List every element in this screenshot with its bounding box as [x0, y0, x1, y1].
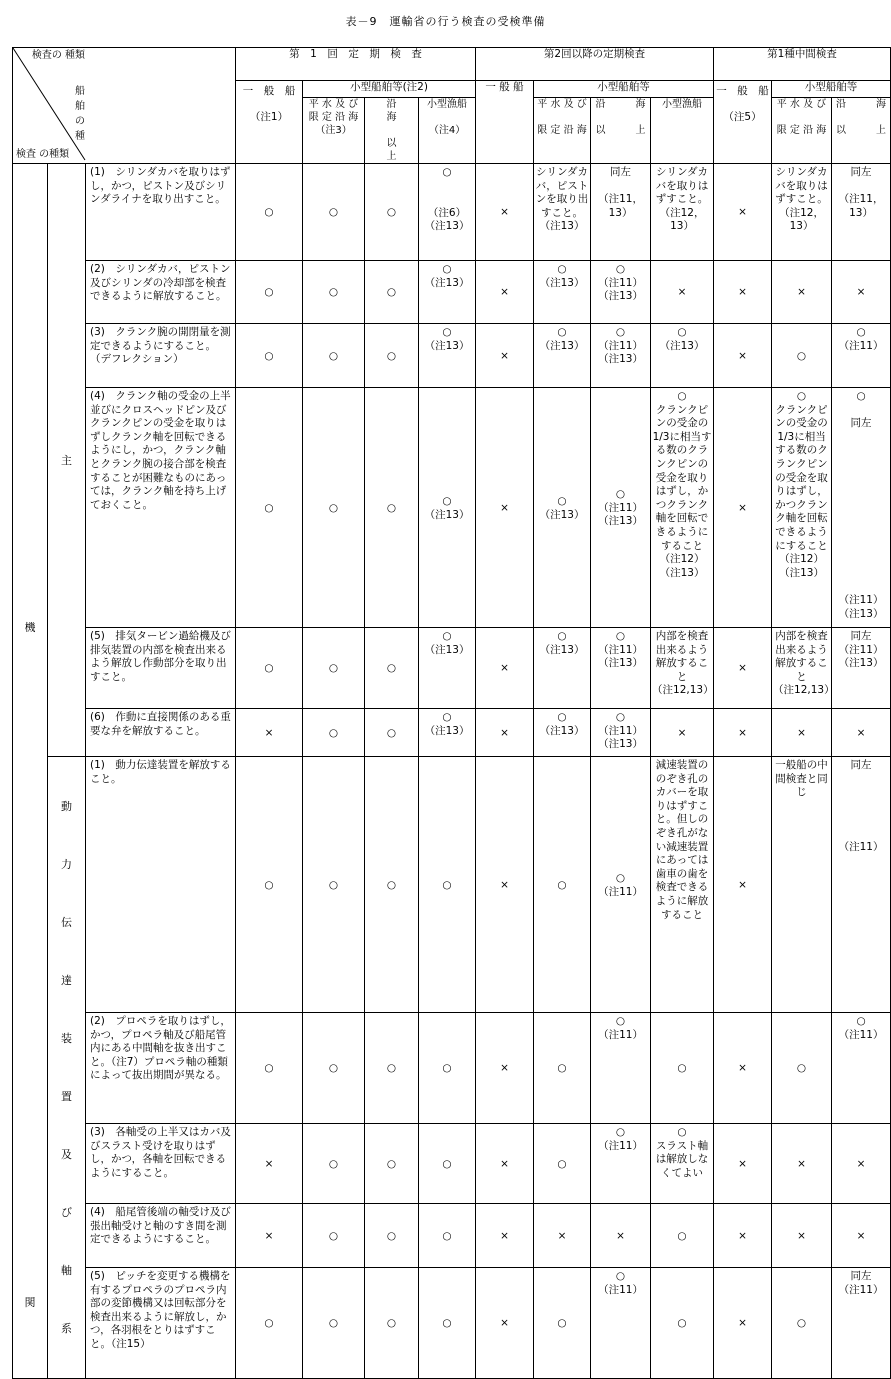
mark-cell	[303, 1124, 365, 1204]
mark-cell	[303, 628, 365, 709]
inspection-preparation-table	[12, 47, 891, 1379]
mark-value: ○	[328, 662, 339, 675]
mark-value: ○	[386, 1062, 397, 1075]
mark-cell	[534, 1268, 591, 1379]
mark-cell	[365, 709, 419, 757]
mark-value: 同左 （注11） （注13）	[838, 630, 884, 670]
mark-cell	[772, 1013, 832, 1124]
g1-general-ship: 一 般 船 （注1）	[236, 81, 303, 164]
mark-value: ×	[738, 349, 747, 362]
item-description: (4) クランク軸の受金の上半並びにクロスヘッドピン及びクランクピンの受金を取りはずしクランク軸を回転できるようにし，かつ，クランク軸とクランク腕の接合部を検査することが困難なものにあっては，クランク軸を持ち上げておくこと。	[86, 388, 236, 628]
mark-value: ×	[264, 1229, 274, 1242]
mark-cell	[365, 164, 419, 261]
mark-cell	[365, 628, 419, 709]
mark-cell	[236, 164, 303, 261]
mark-value: ○	[442, 878, 452, 891]
header-second-periodic-label: 第2回以降の定期検査	[543, 48, 646, 60]
item-description: (1) シリンダカバを取りはずし，かつ，ピストン及びシリンダライナを取り出すこと。	[86, 164, 236, 261]
mark-cell	[419, 1268, 476, 1379]
mark-value: 同左 （注11，13）	[598, 166, 643, 219]
mark-value: ○	[442, 1062, 452, 1075]
mark-value: ○	[796, 349, 807, 362]
mark-value: ○ （注13）	[539, 711, 585, 737]
mark-value: ×	[500, 1062, 509, 1075]
mark-value: ○ （注11） （注13）	[598, 263, 643, 303]
mark-cell	[534, 261, 591, 324]
mark-cell	[534, 1204, 591, 1268]
mark-value: ○	[796, 1317, 807, 1330]
mark-cell	[419, 1013, 476, 1124]
mark-value: ×	[738, 662, 747, 675]
mark-value: ○ （注13）	[424, 630, 470, 656]
corner-diagonal-line	[13, 48, 236, 161]
mark-cell	[419, 164, 476, 261]
mark-value: ○	[328, 349, 339, 362]
mark-cell	[476, 1268, 534, 1379]
mark-cell	[651, 757, 714, 1013]
mark-value: ○	[677, 1317, 687, 1330]
mark-cell	[591, 1013, 651, 1124]
table-row	[13, 1013, 891, 1124]
page-title: 表－9 運輸省の行う検査の受検準備	[345, 15, 546, 28]
item-description: (2) プロペラを取りはずし，かつ，プロペラ軸及び船尾管内にある中間軸を抜き出すこと。（注7）プロペラ軸の種類によって抜出期間が異なる。	[86, 1013, 236, 1124]
mark-value: 内部を検査出来るよう解放すること （注12,13）	[773, 630, 835, 697]
g3-coastal-above: 沿 海 以 上	[832, 98, 891, 164]
mark-cell	[714, 324, 772, 388]
mark-cell	[236, 388, 303, 628]
mark-cell	[651, 709, 714, 757]
mark-value: ○ クランクピンの受金の1/3に相当する数のクランクピンの受金を取りはずし，かつクランク軸を回転できるようにすること （注12） （注13）	[775, 390, 828, 579]
g2-small-fishing: 小型漁船	[651, 98, 714, 164]
mark-value: ×	[500, 1157, 509, 1170]
mark-cell	[714, 628, 772, 709]
mark-value: ○	[264, 286, 274, 299]
mark-cell	[476, 164, 534, 261]
mark-cell	[419, 757, 476, 1013]
mark-value: ○	[328, 286, 339, 299]
mark-value: ○	[264, 878, 274, 891]
mark-value: ○ （注11） （注13）	[598, 711, 643, 751]
table-row	[13, 709, 891, 757]
mark-value: ○ （注13）	[424, 263, 470, 289]
mark-cell	[714, 164, 772, 261]
mark-value: ○ （注13）	[424, 326, 470, 352]
mark-value: ○ スラスト軸は解放しなくてよい	[655, 1126, 709, 1179]
mark-value: ○	[386, 1157, 397, 1170]
mark-cell	[365, 1013, 419, 1124]
mark-value: ○ （注6） （注13）	[424, 166, 470, 233]
mark-cell	[534, 164, 591, 261]
mark-value: ○	[264, 349, 274, 362]
mark-cell	[476, 261, 534, 324]
mark-value: ○	[442, 1317, 452, 1330]
mark-cell	[236, 261, 303, 324]
mark-value: ○	[328, 1229, 339, 1242]
mark-value: ○	[796, 1062, 807, 1075]
mark-value: ×	[738, 1317, 747, 1330]
mark-value: ○	[557, 1062, 567, 1075]
engine-label-top: 機	[24, 621, 36, 634]
mark-cell	[534, 757, 591, 1013]
g3-smooth-limited: 平 水 及 び 限 定 沿 海	[772, 98, 832, 164]
mark-cell	[365, 261, 419, 324]
mark-cell	[714, 1124, 772, 1204]
mark-value: ○	[386, 1229, 397, 1242]
mark-cell	[591, 261, 651, 324]
mark-value: ×	[738, 501, 747, 514]
mark-cell	[236, 1124, 303, 1204]
mark-value: ○ （注11） （注13）	[598, 630, 643, 670]
mark-value: ○	[386, 726, 397, 739]
mark-cell	[832, 628, 891, 709]
g1-coastal-above: 沿 海 以 上	[365, 98, 419, 164]
mark-value: 同左 （注11）	[838, 1270, 884, 1296]
mark-value: ×	[500, 286, 509, 299]
mark-cell	[832, 261, 891, 324]
mark-cell	[714, 1268, 772, 1379]
mark-cell	[303, 709, 365, 757]
mark-value: ×	[500, 1317, 509, 1330]
mark-value: ×	[738, 726, 747, 739]
table-row	[13, 757, 891, 1013]
mark-value: シリンダカバを取りはずすこと。 （注12，13）	[655, 166, 709, 233]
mark-value: ○	[328, 726, 339, 739]
mark-cell	[236, 1204, 303, 1268]
item-description: (3) 各軸受の上半又はカバ及びスラスト受けを取りはずし，かつ，各軸を回転できるようにすること。	[86, 1124, 236, 1204]
mark-value: ○ （注11） （注13）	[598, 488, 643, 528]
mark-value: ○	[677, 1229, 687, 1242]
mark-cell	[832, 1124, 891, 1204]
mark-cell	[714, 388, 772, 628]
mark-cell	[365, 388, 419, 628]
table-row	[13, 628, 891, 709]
table-row	[13, 261, 891, 324]
mark-value: ○	[442, 1157, 452, 1170]
mark-value: ○	[328, 206, 339, 219]
mark-value: ○	[328, 1062, 339, 1075]
mark-cell	[772, 1268, 832, 1379]
mark-value: ○ （注13）	[539, 263, 585, 289]
engine-label-bottom: 関	[24, 1296, 36, 1309]
mark-value: ×	[500, 726, 509, 739]
mark-cell	[419, 261, 476, 324]
mark-value: ×	[500, 878, 509, 891]
mark-value: ○ （注13）	[659, 326, 705, 352]
g1-small-ships: 小型船舶等(注2)	[303, 81, 476, 98]
mark-value: ○	[264, 1062, 274, 1075]
mark-cell	[236, 1268, 303, 1379]
mark-value: ○ （注11）	[838, 1015, 884, 1041]
mark-cell	[534, 1124, 591, 1204]
mark-value: シリンダカバを取りはずすこと。 （注12，13）	[775, 166, 828, 233]
mark-cell	[534, 388, 591, 628]
mark-value: ○	[328, 501, 339, 514]
mark-cell	[772, 261, 832, 324]
mark-cell	[651, 261, 714, 324]
mark-cell	[772, 1124, 832, 1204]
mark-value: ×	[677, 726, 687, 739]
table-row	[13, 388, 891, 628]
mark-cell	[591, 1124, 651, 1204]
header-intermediate	[714, 48, 891, 81]
mark-cell	[365, 1124, 419, 1204]
mark-value: ○	[386, 878, 397, 891]
mark-cell	[772, 388, 832, 628]
drive-shafting-label	[48, 757, 86, 1379]
item-description: (5) ピッチを変更する機構を有するプロペラのプロペラ内部の変節機構又は回転部分を検査出来るように解放し，かつ，各羽根をとりはずすこと。（注15）	[86, 1268, 236, 1379]
mark-value: ○	[386, 662, 397, 675]
mark-cell	[419, 388, 476, 628]
mark-cell	[419, 709, 476, 757]
mark-cell	[651, 324, 714, 388]
mark-value: ×	[797, 286, 806, 299]
mark-value: ○	[386, 206, 397, 219]
mark-cell	[419, 628, 476, 709]
mark-value: ○	[677, 1062, 687, 1075]
mark-value: ×	[264, 1157, 274, 1170]
mark-value: ×	[797, 1229, 806, 1242]
mark-value: ○ （注11）	[598, 871, 643, 898]
mark-cell	[714, 261, 772, 324]
item-description: (4) 船尾管後端の軸受け及び張出軸受けと軸のすき間を測定できるようにすること。	[86, 1204, 236, 1268]
mark-cell	[591, 1268, 651, 1379]
mark-value: ×	[797, 1157, 806, 1170]
mark-cell	[832, 709, 891, 757]
mark-cell	[651, 388, 714, 628]
mark-value: ○ （注13）	[539, 326, 585, 352]
mark-value: ○ （注13）	[539, 630, 585, 656]
g1-small-fishing: 小型漁船 （注4）	[419, 98, 476, 164]
g2-general-ship: 一 般 船	[476, 81, 534, 164]
mark-value: 内部を検査出来るよう解放すること （注12,13）	[652, 630, 714, 697]
mark-cell	[714, 1204, 772, 1268]
mark-cell	[476, 324, 534, 388]
item-description: (5) 排気タービン過給機及び排気装置の内部を検査出来るよう解放し作動部分を取り出すこと。	[86, 628, 236, 709]
mark-cell	[236, 709, 303, 757]
mark-value: ×	[677, 286, 687, 299]
mark-value: ○	[328, 878, 339, 891]
mark-cell	[236, 1013, 303, 1124]
mark-value: ○ 同左 （注11） （注13）	[838, 390, 884, 620]
mark-value: ○	[264, 1317, 274, 1330]
mark-value: ○	[442, 1229, 452, 1242]
mark-value: ×	[500, 206, 509, 219]
mark-cell	[591, 388, 651, 628]
mark-cell	[591, 757, 651, 1013]
mark-value: ×	[500, 662, 509, 675]
header-inspection-kind-label: 検査の 種類	[31, 50, 86, 61]
drive-shafting-label-text: 動力伝達装置及び軸系	[61, 799, 72, 1335]
mark-cell	[476, 1124, 534, 1204]
mark-cell	[651, 1268, 714, 1379]
mark-value: ×	[738, 286, 747, 299]
mark-cell	[591, 164, 651, 261]
mark-cell	[476, 757, 534, 1013]
mark-cell	[534, 628, 591, 709]
mark-value: ×	[856, 286, 866, 299]
mark-cell	[419, 324, 476, 388]
mark-cell	[714, 709, 772, 757]
item-description: (3) クランク腕の開閉量を測定できるようにすること。（デフレクション）	[86, 324, 236, 388]
main-engine-label-text: 主	[61, 453, 72, 467]
g3-general-ship: 一 般 船 （注5）	[714, 81, 772, 164]
mark-cell	[476, 1013, 534, 1124]
mark-cell	[772, 324, 832, 388]
mark-cell	[772, 709, 832, 757]
header-inspection-kind-bottom-label: 検査 の種類	[16, 149, 70, 160]
item-description: (2) シリンダカバ，ピストン及びシリンダの冷却部を検査できるように解放すること。	[86, 261, 236, 324]
mark-cell	[772, 757, 832, 1013]
mark-value: ○	[386, 501, 397, 514]
table-row	[13, 164, 891, 261]
header-corner-cell	[13, 48, 236, 164]
mark-cell	[591, 324, 651, 388]
header-second-periodic	[476, 48, 714, 81]
mark-cell	[476, 1204, 534, 1268]
g3-small-ships: 小型船舶等	[772, 81, 891, 98]
mark-cell	[303, 1204, 365, 1268]
mark-cell	[476, 709, 534, 757]
mark-cell	[534, 1013, 591, 1124]
mark-value: ×	[738, 1157, 747, 1170]
mark-value: ×	[738, 878, 747, 891]
mark-value: ×	[557, 1229, 567, 1242]
g2-coastal-above: 沿 海 以 上	[591, 98, 651, 164]
mark-value: シリンダカバ，ピストンを取り出すこと。 （注13）	[535, 166, 589, 233]
mark-cell	[651, 1013, 714, 1124]
mark-cell	[365, 324, 419, 388]
mark-value: ○ （注11）	[598, 1015, 643, 1041]
mark-cell	[419, 1204, 476, 1268]
mark-cell	[365, 1268, 419, 1379]
mark-cell	[303, 757, 365, 1013]
mark-value: ○ （注11）	[838, 326, 884, 352]
mark-cell	[303, 1013, 365, 1124]
header-first-periodic	[236, 48, 476, 81]
header-first-periodic-label: 第 1 回 定 期 検 査	[289, 48, 422, 60]
mark-value: ○	[328, 1317, 339, 1330]
mark-value: 同左 （注11，13）	[838, 166, 884, 219]
mark-cell	[534, 709, 591, 757]
table-row	[13, 1124, 891, 1204]
mark-cell	[303, 388, 365, 628]
mark-value: ○	[386, 349, 397, 362]
main-engine-label	[48, 164, 86, 757]
mark-cell	[651, 1124, 714, 1204]
mark-value: ×	[616, 1229, 625, 1242]
header-ship-kind-label: 船 舶 の 種	[75, 86, 86, 142]
mark-value: ×	[856, 1157, 866, 1170]
mark-value: ○	[386, 286, 397, 299]
mark-cell	[832, 1013, 891, 1124]
mark-value: ×	[738, 1062, 747, 1075]
mark-cell	[303, 1268, 365, 1379]
mark-cell	[651, 628, 714, 709]
mark-value: ×	[738, 206, 747, 219]
mark-value: ○ （注13）	[424, 711, 470, 737]
mark-cell	[236, 757, 303, 1013]
mark-cell	[651, 164, 714, 261]
mark-value: ○	[264, 662, 274, 675]
g2-small-ships: 小型船舶等	[534, 81, 714, 98]
mark-value: ×	[264, 726, 274, 739]
mark-cell	[832, 164, 891, 261]
mark-cell	[832, 1268, 891, 1379]
mark-cell	[832, 757, 891, 1013]
mark-cell	[772, 164, 832, 261]
mark-cell	[236, 324, 303, 388]
mark-value: ×	[856, 726, 866, 739]
mark-cell	[303, 164, 365, 261]
header-intermediate-label: 第1種中間検査	[767, 48, 837, 60]
mark-value: 減速装置ののぞき孔のカバーを取りはずすこと。但しのぞき孔がない減速装置にあっては歯車の歯を検査できるように解放すること	[655, 759, 709, 921]
mark-value: 一般船の中間検査と同じ	[775, 759, 828, 799]
mark-value: ○	[264, 206, 274, 219]
g1-smooth-limited: 平 水 及 び 限 定 沿 海 （注3）	[303, 98, 365, 164]
mark-cell	[772, 1204, 832, 1268]
mark-value: ×	[797, 726, 806, 739]
mark-cell	[303, 261, 365, 324]
mark-value: ○ （注11）	[598, 1126, 643, 1152]
mark-value: ○	[557, 878, 567, 891]
mark-value: 同左 （注11）	[838, 759, 884, 853]
mark-cell	[419, 1124, 476, 1204]
mark-value: ○ （注13）	[539, 494, 585, 521]
item-description: (1) 動力伝達装置を解放すること。	[86, 757, 236, 1013]
table-row	[13, 324, 891, 388]
mark-cell	[714, 757, 772, 1013]
mark-value: ○ （注11） （注13）	[598, 326, 643, 366]
mark-cell	[303, 324, 365, 388]
mark-value: ○	[264, 501, 274, 514]
table-row	[13, 1268, 891, 1379]
mark-cell	[365, 1204, 419, 1268]
engine-side-label	[13, 164, 48, 1379]
item-description: (6) 作動に直接関係のある重要な弁を解放すること。	[86, 709, 236, 757]
mark-cell	[832, 324, 891, 388]
mark-cell	[772, 628, 835, 709]
mark-value: ×	[500, 349, 509, 362]
mark-cell	[365, 757, 419, 1013]
mark-cell	[832, 1204, 891, 1268]
mark-value: ×	[500, 1229, 509, 1242]
mark-value: ○	[386, 1317, 397, 1330]
mark-cell	[832, 388, 891, 628]
mark-value: ×	[856, 1229, 866, 1242]
mark-value: ×	[500, 501, 509, 514]
mark-cell	[714, 1013, 772, 1124]
g2-smooth-limited: 平 水 及 び 限 定 沿 海	[534, 98, 591, 164]
mark-value: ×	[738, 1229, 747, 1242]
mark-cell	[591, 709, 651, 757]
mark-cell	[591, 1204, 651, 1268]
mark-value: ○	[328, 1157, 339, 1170]
mark-value: ○ （注11）	[598, 1270, 643, 1296]
mark-cell	[591, 628, 651, 709]
mark-cell	[476, 388, 534, 628]
mark-value: ○ （注13）	[424, 494, 470, 521]
table-row	[13, 1204, 891, 1268]
mark-cell	[236, 628, 303, 709]
mark-cell	[651, 1204, 714, 1268]
mark-cell	[476, 628, 534, 709]
mark-cell	[534, 324, 591, 388]
mark-value: ○	[557, 1157, 567, 1170]
mark-value: ○ クランクピンの受金の1/3に相当する数のクランクピンの受金を取りはずし，かつクランク軸を回転できるようにすること （注12） （注13）	[652, 390, 712, 579]
mark-value: ○	[557, 1317, 567, 1330]
